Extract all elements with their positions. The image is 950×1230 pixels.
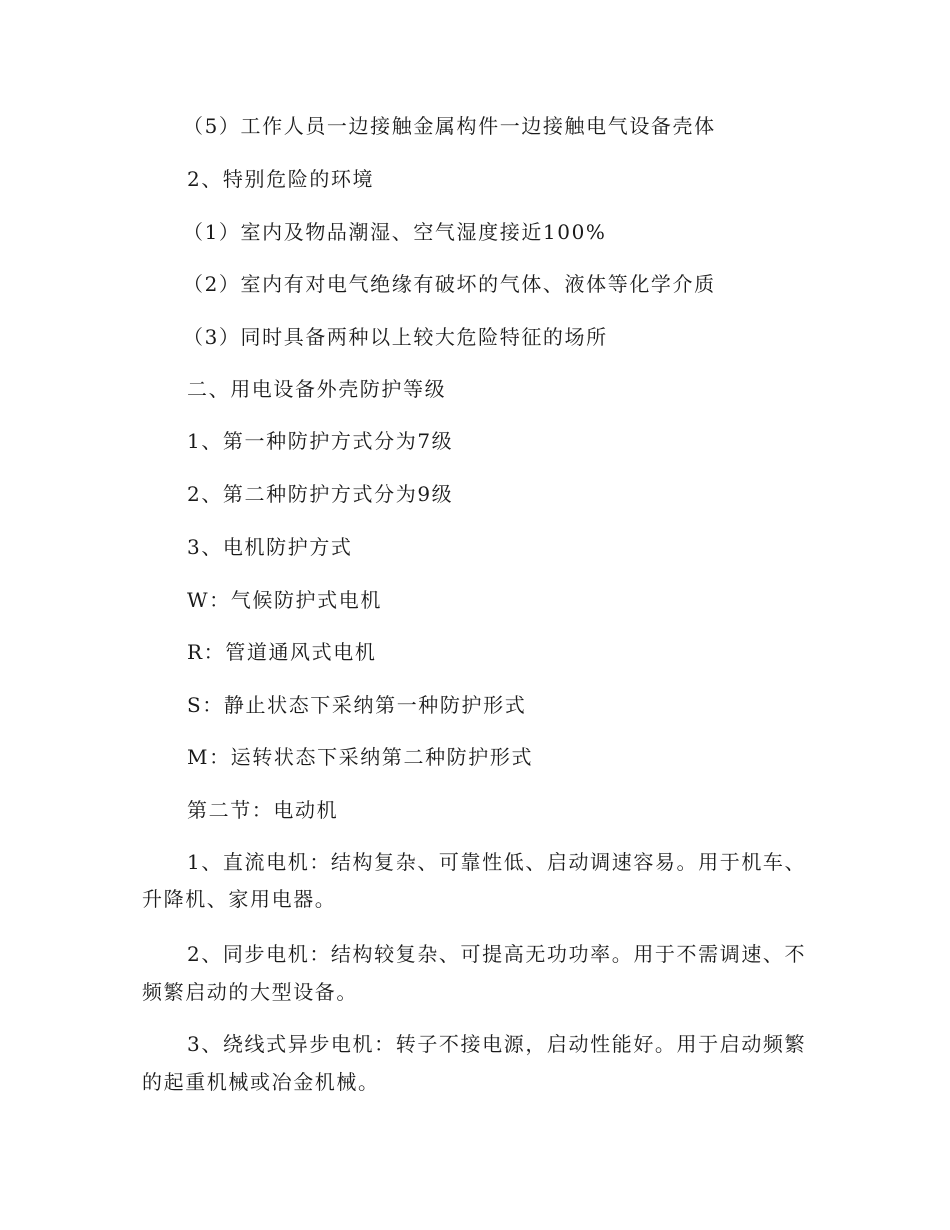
heading-special-danger-environment: 2、特别危险的环境 [187,167,375,191]
motor-code-m: M：运转状态下采纳第二种防护形式 [187,745,534,769]
list-item-environment-1: （1）室内及物品潮湿、空气湿度接近100% [183,220,607,244]
section-heading-electric-motor: 第二节：电动机 [187,798,339,822]
paragraph-sync-motor-line1: 2、同步电机：结构较复杂、可提高无功功率。用于不需调速、不 [187,942,807,966]
list-item-motor-protection: 3、电机防护方式 [187,535,353,559]
paragraph-wound-rotor-motor-line1: 3、绕线式异步电机：转子不接电源，启动性能好。用于启动频繁 [187,1032,807,1056]
list-item-condition-5: （5）工作人员一边接触金属构件一边接触电气设备壳体 [183,114,716,138]
paragraph-dc-motor-line1: 1、直流电机：结构复杂、可靠性低、启动调速容易。用于机车、 [187,850,807,874]
list-item-protection-type-2: 2、第二种防护方式分为9级 [187,482,454,506]
motor-code-r: R：管道通风式电机 [187,640,377,664]
list-item-environment-3: （3）同时具备两种以上较大危险特征的场所 [183,325,608,349]
motor-code-s: S：静止状态下采纳第一种防护形式 [187,693,527,717]
section-heading-enclosure-protection: 二、用电设备外壳防护等级 [187,377,447,401]
paragraph-sync-motor-line2: 频繁启动的大型设备。 [142,980,358,1004]
list-item-protection-type-1: 1、第一种防护方式分为7级 [187,429,454,453]
list-item-environment-2: （2）室内有对电气绝缘有破坏的气体、液体等化学介质 [183,272,716,296]
paragraph-dc-motor-line2: 升降机、家用电器。 [142,887,337,911]
motor-code-w: W：气候防护式电机 [187,588,382,612]
paragraph-wound-rotor-motor-line2: 的起重机械或冶金机械。 [142,1070,380,1094]
